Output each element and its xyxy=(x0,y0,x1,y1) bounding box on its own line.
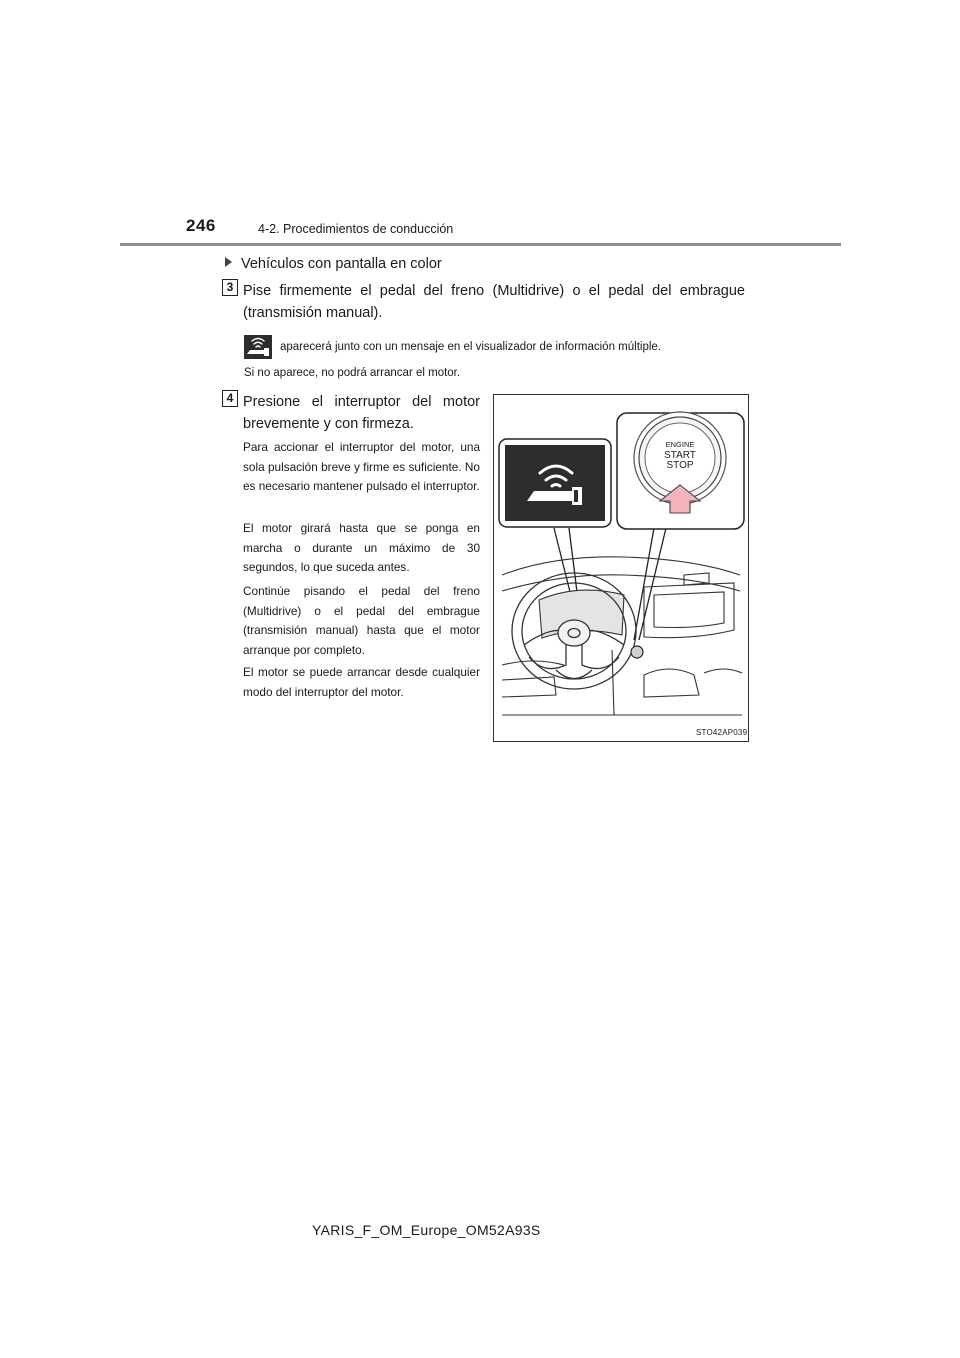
paragraph: Continúe pisando el pedal del freno (Multidrive) o el pedal del embrague (transmisión manual) hasta que el motor arranque por completo. xyxy=(243,584,480,658)
note-indicator-text: aparecerá junto con un mensaje en el visualizador de información múltiple. xyxy=(280,341,661,353)
step-number-4: 4 xyxy=(222,390,238,407)
step-4-instruction: Presione el interruptor del motor brevemente y con firmeza. xyxy=(243,394,480,432)
key-signal-indicator-icon xyxy=(244,335,272,359)
button-label-engine: ENGINE xyxy=(665,440,695,449)
dashboard-drawing xyxy=(494,395,748,741)
button-label-stop: STOP xyxy=(666,460,694,471)
page-number: 246 xyxy=(186,216,216,235)
section-title: 4-2. Procedimientos de conducción xyxy=(258,222,454,236)
button-label-start: START xyxy=(664,450,696,461)
document-code-footer: YARIS_F_OM_Europe_OM52A93S xyxy=(312,1222,541,1238)
paragraph: El motor se puede arrancar desde cualquier modo del interruptor del motor. xyxy=(243,665,480,699)
multi-information-display xyxy=(505,445,605,521)
callout-line-left xyxy=(554,528,572,600)
figure-code: STO42AP039 xyxy=(696,728,748,737)
step-3-instruction: Pise firmemente el pedal del freno (Multidrive) o el pedal del embrague (transmisión manual). xyxy=(243,283,745,321)
paragraph: El motor girará hasta que se ponga en marcha o durante un máximo de 30 segundos, lo que suceda antes. xyxy=(243,521,480,575)
subhead-text: Vehículos con pantalla en color xyxy=(241,256,442,272)
paragraph: Para accionar el interruptor del motor, una sola pulsación breve y firme es suficiente. No es necesario mantener pulsado el interruptor. xyxy=(243,440,480,494)
triangle-bullet-icon xyxy=(225,257,232,267)
callout-line-left xyxy=(569,528,578,600)
subhead xyxy=(225,256,442,272)
header-rule xyxy=(120,243,841,246)
step-number-3: 3 xyxy=(222,279,238,296)
callout-line-right xyxy=(639,528,666,640)
engine-button-location xyxy=(631,646,643,658)
dashboard-illustration xyxy=(493,394,749,742)
note-warning-text: Si no aparece, no podrá arrancar el motor. xyxy=(244,367,461,379)
